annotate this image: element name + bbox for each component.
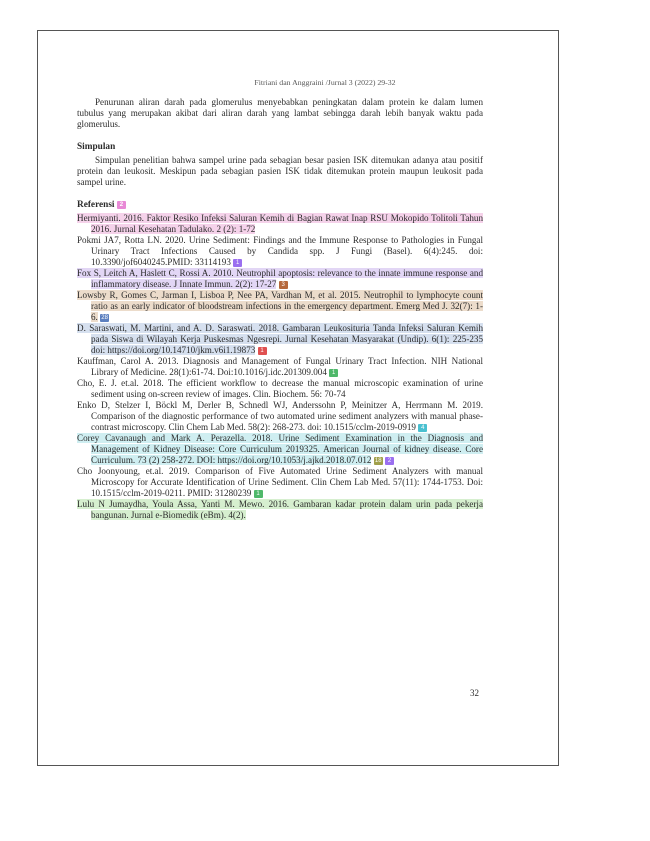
annotation-badge: 2	[385, 457, 394, 465]
references-heading-text: Referensi	[77, 200, 115, 210]
reference-item	[77, 356, 483, 378]
reference-text: Kauffman, Carol A. 2013. Diagnosis and Management of Fungal Urinary Tract Infection. NIH National Library of Medicine. 28(1):61-74. Doi:10.1016/j.idc.201309.004	[77, 356, 483, 377]
annotation-badge: 28	[101, 314, 108, 321]
page-number: 32	[470, 688, 479, 698]
annotation-badge: 3	[279, 281, 288, 289]
reference-text: Cho Joonyoung, et.al. 2019. Comparison of Five Automated Urine Sediment Analyzers with manual Microscopy for Accurate Identification of Urine Sediment. Clin Chem Lab Med. 57(11): 1744-1753. Doi: 10.1515/cclm-2019-0211. PMID: 31280239	[77, 466, 483, 498]
page-content	[77, 97, 483, 521]
conclusion-heading: Simpulan	[77, 142, 116, 152]
reference-text: Lulu N Jumaydha, Youla Assa, Yanti M. Mewo. 2016. Gambaran kadar protein dalam urin pada pekerja bangunan. Jurnal e-Biomedik (eBm). 4(2).	[77, 499, 483, 520]
reference-item	[77, 213, 483, 235]
reference-item	[77, 235, 483, 268]
running-head: Fitriani dan Anggraini /Jurnal 3 (2022) 29-32	[254, 78, 396, 87]
references-heading	[77, 200, 483, 211]
reference-item	[77, 499, 483, 521]
conclusion-paragraph: Simpulan penelitian bahwa sampel urine pada sebagian besar pasien ISK ditemukan adanya atau positif protein dan leukosit. Meskipun pada sebagian pasien ISK tidak ditemukan protein maupun leukosit pada sampel urine.	[77, 155, 483, 187]
reference-item	[77, 400, 483, 433]
reference-item	[77, 378, 483, 400]
reference-item	[77, 290, 483, 323]
annotation-badge: 1	[329, 369, 338, 377]
annotation-badge: 2	[117, 201, 126, 209]
reference-item	[77, 268, 483, 290]
reference-text: Hermiyanti. 2016. Faktor Resiko Infeksi Saluran Kemih di Bagian Rawat Inap RSU Mokopido Tolitoli Tahun 2016. Jurnal Kesehatan Tadulako. 2 (2): 1-72	[77, 213, 483, 234]
annotation-badge: 1	[233, 259, 242, 267]
reference-text: D. Saraswati, M. Martini, and A. D. Saraswati. 2018. Gambaran Leukosituria Tanda Infeksi Saluran Kemih pada Siswa di Wilayah Kerja Puskesmas Ngesrepi. Jurnal Kesehatan Masyarakat (Undip). 6(1): 225-235 doi: https://doi.org/10.14710/jkm.v6i1.19873	[77, 323, 483, 355]
annotation-badge: 18	[374, 457, 382, 464]
reference-list	[77, 213, 483, 521]
reference-item	[77, 323, 483, 356]
reference-item	[77, 433, 483, 466]
reference-text: Corey Cavanaugh and Mark A. Perazella. 2018. Urine Sediment Examination in the Diagnosis and Management of Kidney Disease: Core Curriculum 2019325. American Journal of kidney disease. Core Curriculum. 73 (2) 258-272. DOI: https://doi.org/10.1053/j.ajkd.2018.07.012	[77, 433, 483, 465]
reference-item	[77, 466, 483, 499]
annotation-badge: 1	[254, 490, 263, 498]
annotation-badge: 1	[258, 347, 267, 355]
reference-text: Pokmi JA7, Rotta LN. 2020. Urine Sediment: Findings and the Immune Response to Pathologies in Fungal Urinary Tract Infections Caused by Candida spp. J Fungi (Basel). 6(4):245. doi: 10.3390/jof6040245.PMID: 33114193	[77, 235, 483, 267]
reference-text: Enko D, Stelzer I, Böckl M, Derler B, Schnedl WJ, Anderssohn P, Meinitzer A, Herrmann M. 2019. Comparison of the diagnostic performance of two automated urine sediment analyzers with manual phase-contrast microscopy. Clin Chem Lab Med. 58(2): 268-273. doi: 10.1515/cclm-2019-0919	[77, 400, 483, 432]
intro-paragraph: Penurunan aliran darah pada glomerulus menyebabkan peningkatan dalam protein ke dalam lumen tubulus yang merupakan akibat dari aliran darah yang lambat sebingga darah lebih banyak waktu pada glomerulus.	[77, 97, 483, 129]
reference-text: Fox S, Leitch A, Haslett C, Rossi A. 2010. Neutrophil apoptosis: relevance to the innate immune response and inflammatory disease. J Innate Immun. 2(2): 17-27	[77, 268, 483, 289]
reference-text: Cho, E. J. et.al. 2018. The efficient workflow to decrease the manual microscopic examination of urine sediment using on-screen review of images. Clin. Biochem. 56: 70-74	[77, 378, 483, 399]
annotation-badge: 4	[418, 424, 427, 432]
reference-text: Lowsby R, Gomes C, Jarman I, Lisboa P, Nee PA, Vardhan M, et al. 2015. Neutrophil to lymphocyte count ratio as an early indicator of bloodstream infections in the emergency department. Emerg Med J. 32(7): 1-6.	[77, 290, 483, 322]
